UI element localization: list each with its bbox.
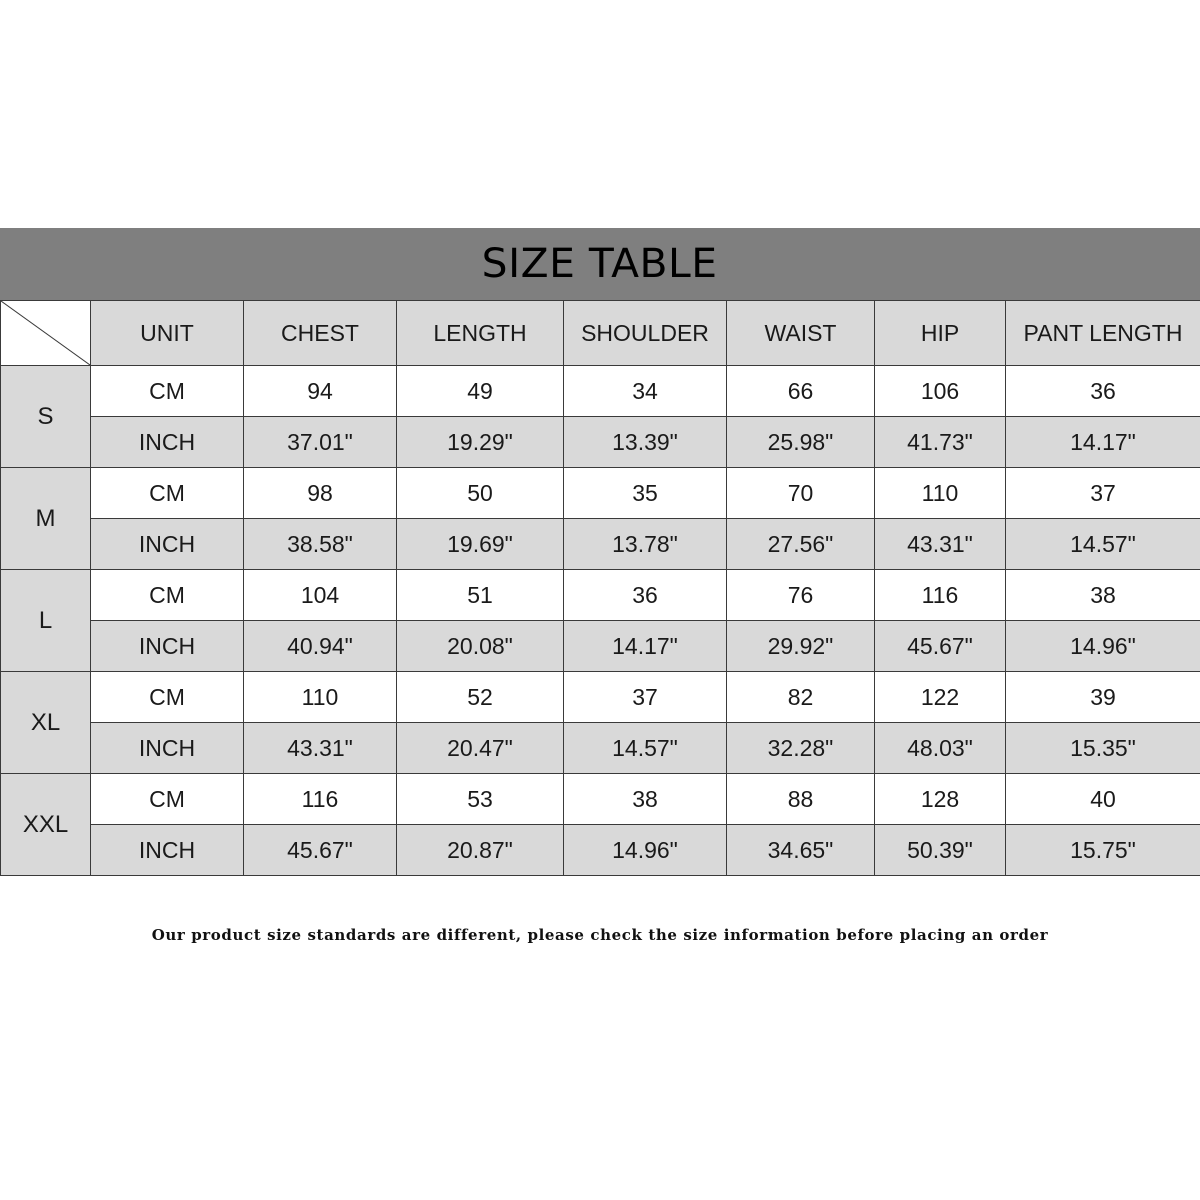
hip-cell: 122 <box>875 672 1006 723</box>
hip-cell: 106 <box>875 366 1006 417</box>
length-cell: 20.87" <box>397 825 564 876</box>
length-cell: 49 <box>397 366 564 417</box>
size-label: XXL <box>1 774 91 876</box>
header-pant-length: PANT LENGTH <box>1006 301 1200 366</box>
pant-length-cell: 38 <box>1006 570 1200 621</box>
pant-length-cell: 14.57" <box>1006 519 1200 570</box>
unit-cell: INCH <box>91 723 244 774</box>
chest-cell: 116 <box>244 774 397 825</box>
waist-cell: 82 <box>727 672 875 723</box>
length-cell: 51 <box>397 570 564 621</box>
waist-cell: 27.56" <box>727 519 875 570</box>
chest-cell: 40.94" <box>244 621 397 672</box>
hip-cell: 41.73" <box>875 417 1006 468</box>
hip-cell: 48.03" <box>875 723 1006 774</box>
size-table <box>0 300 1200 876</box>
shoulder-cell: 37 <box>564 672 727 723</box>
size-label: XL <box>1 672 91 774</box>
waist-cell: 25.98" <box>727 417 875 468</box>
corner-cell <box>1 301 91 366</box>
page-title: SIZE TABLE <box>482 241 718 287</box>
chest-cell: 94 <box>244 366 397 417</box>
hip-cell: 128 <box>875 774 1006 825</box>
table-row <box>1 570 1200 621</box>
shoulder-cell: 13.39" <box>564 417 727 468</box>
shoulder-cell: 14.17" <box>564 621 727 672</box>
pant-length-cell: 36 <box>1006 366 1200 417</box>
header-chest: CHEST <box>244 301 397 366</box>
unit-cell: INCH <box>91 621 244 672</box>
waist-cell: 29.92" <box>727 621 875 672</box>
table-row <box>1 672 1200 723</box>
shoulder-cell: 35 <box>564 468 727 519</box>
chest-cell: 110 <box>244 672 397 723</box>
unit-cell: CM <box>91 468 244 519</box>
chest-cell: 45.67" <box>244 825 397 876</box>
unit-cell: CM <box>91 366 244 417</box>
waist-cell: 34.65" <box>727 825 875 876</box>
waist-cell: 32.28" <box>727 723 875 774</box>
diagonal-divider-icon <box>1 301 90 365</box>
size-label: M <box>1 468 91 570</box>
table-row <box>1 366 1200 417</box>
hip-cell: 43.31" <box>875 519 1006 570</box>
table-row <box>1 723 1200 774</box>
hip-cell: 110 <box>875 468 1006 519</box>
waist-cell: 66 <box>727 366 875 417</box>
header-unit: UNIT <box>91 301 244 366</box>
header-row <box>1 301 1200 366</box>
chest-cell: 37.01" <box>244 417 397 468</box>
hip-cell: 45.67" <box>875 621 1006 672</box>
chest-cell: 43.31" <box>244 723 397 774</box>
pant-length-cell: 37 <box>1006 468 1200 519</box>
length-cell: 20.08" <box>397 621 564 672</box>
header-length: LENGTH <box>397 301 564 366</box>
unit-cell: CM <box>91 774 244 825</box>
pant-length-cell: 40 <box>1006 774 1200 825</box>
chest-cell: 104 <box>244 570 397 621</box>
shoulder-cell: 34 <box>564 366 727 417</box>
shoulder-cell: 14.96" <box>564 825 727 876</box>
unit-cell: INCH <box>91 825 244 876</box>
length-cell: 20.47" <box>397 723 564 774</box>
table-row <box>1 825 1200 876</box>
pant-length-cell: 14.96" <box>1006 621 1200 672</box>
pant-length-cell: 15.35" <box>1006 723 1200 774</box>
shoulder-cell: 38 <box>564 774 727 825</box>
size-label: L <box>1 570 91 672</box>
unit-cell: INCH <box>91 417 244 468</box>
waist-cell: 88 <box>727 774 875 825</box>
chest-cell: 38.58" <box>244 519 397 570</box>
title-bar <box>0 228 1200 300</box>
shoulder-cell: 14.57" <box>564 723 727 774</box>
waist-cell: 70 <box>727 468 875 519</box>
table-row <box>1 621 1200 672</box>
table-row <box>1 774 1200 825</box>
waist-cell: 76 <box>727 570 875 621</box>
header-waist: WAIST <box>727 301 875 366</box>
chest-cell: 98 <box>244 468 397 519</box>
shoulder-cell: 36 <box>564 570 727 621</box>
unit-cell: INCH <box>91 519 244 570</box>
table-row <box>1 519 1200 570</box>
length-cell: 19.29" <box>397 417 564 468</box>
unit-cell: CM <box>91 672 244 723</box>
header-shoulder: SHOULDER <box>564 301 727 366</box>
length-cell: 53 <box>397 774 564 825</box>
unit-cell: CM <box>91 570 244 621</box>
header-hip: HIP <box>875 301 1006 366</box>
length-cell: 50 <box>397 468 564 519</box>
table-row <box>1 468 1200 519</box>
size-label: S <box>1 366 91 468</box>
table-row <box>1 417 1200 468</box>
pant-length-cell: 39 <box>1006 672 1200 723</box>
hip-cell: 116 <box>875 570 1006 621</box>
pant-length-cell: 15.75" <box>1006 825 1200 876</box>
length-cell: 52 <box>397 672 564 723</box>
length-cell: 19.69" <box>397 519 564 570</box>
shoulder-cell: 13.78" <box>564 519 727 570</box>
footnote: Our product size standards are different, please check the size information before placing an order <box>151 926 1049 944</box>
pant-length-cell: 14.17" <box>1006 417 1200 468</box>
hip-cell: 50.39" <box>875 825 1006 876</box>
